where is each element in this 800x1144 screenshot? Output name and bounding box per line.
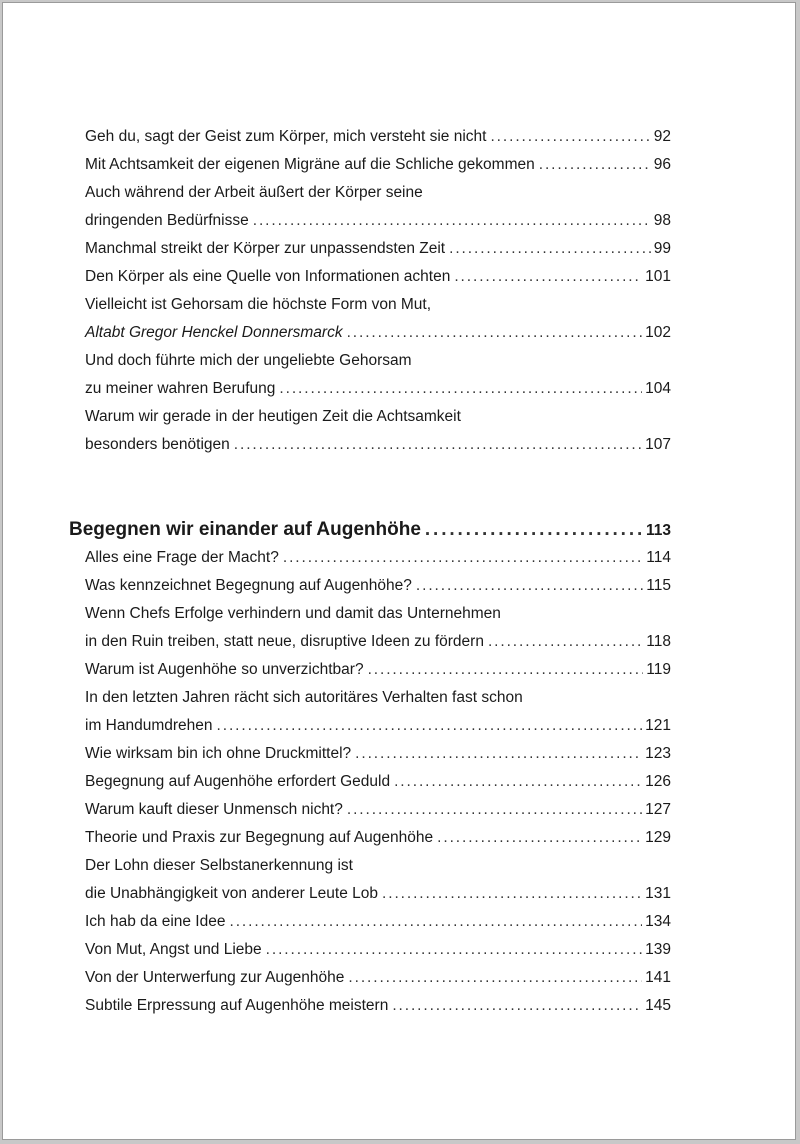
toc-entry-line: [85, 768, 671, 796]
toc-entry-title: Warum kauft dieser Unmensch nicht?: [85, 801, 343, 818]
toc-page-number: 99: [653, 240, 671, 257]
toc-entry-title: in den Ruin treiben, statt neue, disruptive Ideen zu fördern: [85, 633, 484, 650]
dot-leader: [394, 768, 642, 796]
toc-entry: [85, 796, 671, 824]
toc-entry: [85, 740, 671, 768]
toc-entry-line: [85, 628, 671, 656]
toc-entry-title: Ich hab da eine Idee: [85, 913, 226, 930]
dot-leader: [279, 375, 642, 403]
toc-page-number: 119: [646, 661, 671, 678]
toc-entry-line: [85, 291, 671, 319]
toc-entry: [85, 263, 671, 291]
toc-page-number: 139: [645, 941, 671, 958]
section-spacer: [85, 459, 671, 516]
toc-entry: [85, 600, 671, 656]
dot-leader: [266, 936, 642, 964]
toc-entry-line: [85, 824, 671, 852]
dot-leader: [348, 964, 642, 992]
toc-entry-title: In den letzten Jahren rächt sich autoritäres Verhalten fast schon: [85, 689, 523, 706]
toc-entry-title: Begegnung auf Augenhöhe erfordert Geduld: [85, 773, 391, 790]
toc-entry-title: Warum wir gerade in der heutigen Zeit die Achtsamkeit: [85, 408, 461, 425]
toc-entry-title: Auch während der Arbeit äußert der Körper seine: [85, 184, 423, 201]
dot-leader: [539, 151, 651, 179]
dot-leader: [368, 656, 644, 684]
toc-entry-line: [85, 431, 671, 459]
toc-entry: [85, 656, 671, 684]
toc-page-number: 126: [645, 773, 671, 790]
dot-leader: [416, 572, 643, 600]
dot-leader: [347, 796, 642, 824]
toc-entry-line: [85, 964, 671, 992]
toc-entry-line: [85, 319, 671, 347]
dot-leader: [454, 263, 642, 291]
table-of-contents: [69, 123, 671, 1020]
toc-entry-title: Von Mut, Angst und Liebe: [85, 941, 262, 958]
toc-entry: [85, 908, 671, 936]
dot-leader: [217, 712, 643, 740]
dot-leader: [229, 908, 642, 936]
toc-entry-line: [85, 179, 671, 207]
toc-page-number: 114: [646, 549, 671, 566]
toc-entry-title: Subtile Erpressung auf Augenhöhe meistern: [85, 997, 389, 1014]
toc-page-number: 98: [653, 212, 671, 229]
toc-entry-line: [85, 207, 671, 235]
toc-entry-line: [85, 740, 671, 768]
toc-entry-line: [85, 572, 671, 600]
dot-leader: [234, 431, 642, 459]
toc-entry-title: Wenn Chefs Erfolge verhindern und damit das Unternehmen: [85, 605, 501, 622]
toc-entry-title: Warum ist Augenhöhe so unverzichtbar?: [85, 661, 364, 678]
toc-entry-title: die Unabhängigkeit von anderer Leute Lob: [85, 885, 379, 902]
toc-entry-title: Alles eine Frage der Macht?: [85, 549, 279, 566]
toc-entry-line: [85, 992, 671, 1020]
toc-page-number: 92: [653, 128, 671, 145]
toc-entry-title: im Handumdrehen: [85, 717, 213, 734]
toc-list-top: [85, 123, 671, 459]
toc-page-number: 96: [653, 156, 671, 173]
toc-page-number: 104: [645, 380, 671, 397]
toc-entry-line: [85, 375, 671, 403]
toc-page-number: 115: [646, 577, 671, 594]
toc-entry-title: Vielleicht ist Gehorsam die höchste Form von Mut,: [85, 296, 432, 313]
toc-entry-line: [85, 403, 671, 431]
toc-list-bottom: [85, 544, 671, 1020]
toc-entry-title: Und doch führte mich der ungeliebte Gehorsam: [85, 352, 412, 369]
toc-entry: [85, 291, 671, 347]
dot-leader: [253, 207, 651, 235]
toc-entry: [85, 123, 671, 151]
toc-page-number: 101: [645, 268, 671, 285]
dot-leader: [355, 740, 642, 768]
dot-leader: [392, 992, 642, 1020]
toc-entry: [85, 824, 671, 852]
toc-entry-line: [85, 852, 671, 880]
toc-entry-line: [85, 684, 671, 712]
toc-page-number: 129: [645, 829, 671, 846]
toc-page-number: 134: [645, 913, 671, 930]
toc-page-number: 118: [646, 633, 671, 650]
toc-entry: [85, 179, 671, 235]
dot-leader: [449, 235, 651, 263]
dot-leader: [437, 824, 642, 852]
toc-page-number: 131: [645, 885, 671, 902]
toc-entry-line: [85, 151, 671, 179]
toc-entry-title: dringenden Bedürfnisse: [85, 212, 249, 229]
toc-entry-title: Altabt Gregor Henckel Donnersmarck: [85, 324, 343, 341]
toc-entry: [85, 347, 671, 403]
toc-entry-line: [85, 263, 671, 291]
toc-entry-title: Mit Achtsamkeit der eigenen Migräne auf die Schliche gekommen: [85, 156, 535, 173]
toc-page-number: 127: [645, 801, 671, 818]
toc-entry: [85, 151, 671, 179]
section-title: Begegnen wir einander auf Augenhöhe: [69, 519, 421, 540]
toc-page-number: 141: [645, 969, 671, 986]
toc-page-number: 123: [645, 745, 671, 762]
toc-entry-line: [85, 712, 671, 740]
toc-entry: [85, 544, 671, 572]
toc-entry-title: zu meiner wahren Berufung: [85, 380, 276, 397]
toc-entry-title: Manchmal streikt der Körper zur unpassendsten Zeit: [85, 240, 446, 257]
toc-entry-line: [85, 880, 671, 908]
toc-section-heading: [69, 516, 671, 544]
toc-entry-title: Was kennzeichnet Begegnung auf Augenhöhe?: [85, 577, 412, 594]
toc-entry-title: Von der Unterwerfung zur Augenhöhe: [85, 969, 345, 986]
toc-entry: [85, 403, 671, 459]
dot-leader: [283, 544, 643, 572]
toc-page-number: 102: [645, 324, 671, 341]
toc-entry: [85, 768, 671, 796]
dot-leader: [490, 123, 650, 151]
toc-entry-title: Wie wirksam bin ich ohne Druckmittel?: [85, 745, 352, 762]
toc-entry-line: [85, 796, 671, 824]
toc-entry-title: Den Körper als eine Quelle von Informationen achten: [85, 268, 451, 285]
toc-entry: [85, 992, 671, 1020]
toc-page-number: 145: [645, 997, 671, 1014]
dot-leader: [488, 628, 643, 656]
toc-entry-title: Der Lohn dieser Selbstanerkennung ist: [85, 857, 353, 874]
section-page-number: 113: [645, 522, 671, 539]
toc-entry: [85, 964, 671, 992]
toc-entry-line: [85, 544, 671, 572]
toc-entry: [85, 235, 671, 263]
toc-entry: [85, 572, 671, 600]
toc-entry-line: [85, 656, 671, 684]
toc-entry: [85, 684, 671, 740]
toc-entry-title: Theorie und Praxis zur Begegnung auf Augenhöhe: [85, 829, 434, 846]
toc-page-number: 121: [645, 717, 671, 734]
toc-entry-line: [85, 123, 671, 151]
toc-entry-title: besonders benötigen: [85, 436, 230, 453]
toc-entry-line: [85, 908, 671, 936]
toc-entry-line: [85, 600, 671, 628]
document-page: [2, 2, 796, 1140]
toc-entry-title: Geh du, sagt der Geist zum Körper, mich versteht sie nicht: [85, 128, 487, 145]
toc-entry-line: [85, 235, 671, 263]
dot-leader: [382, 880, 642, 908]
dot-leader: [425, 516, 643, 544]
dot-leader: [347, 319, 643, 347]
toc-entry: [85, 936, 671, 964]
toc-entry-line: [85, 347, 671, 375]
section-heading-line: [69, 516, 671, 544]
toc-entry-line: [85, 936, 671, 964]
toc-page-number: 107: [645, 436, 671, 453]
toc-entry: [85, 852, 671, 908]
